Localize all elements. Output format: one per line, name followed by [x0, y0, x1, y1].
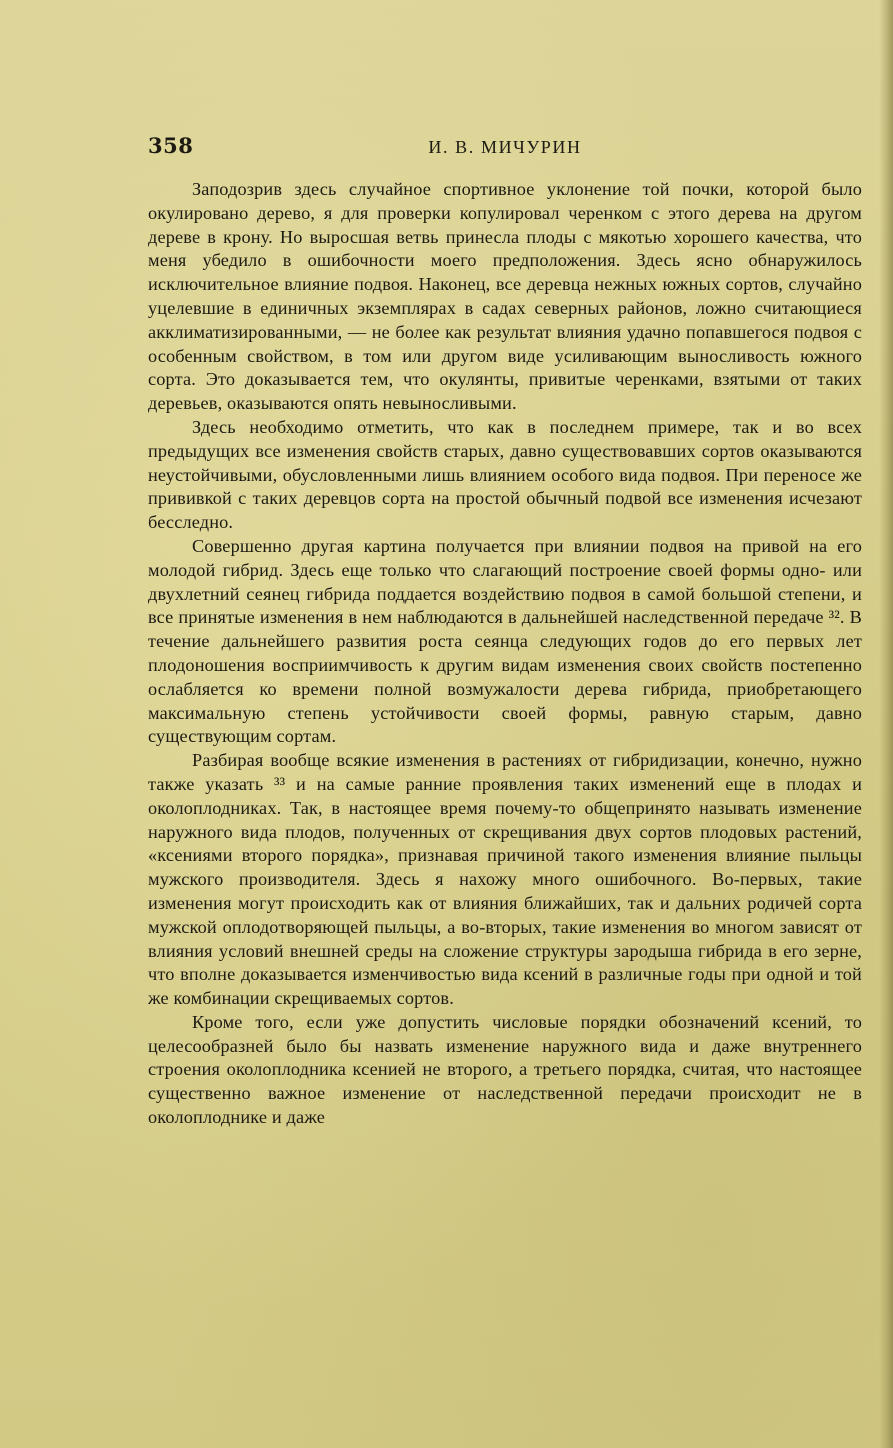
page-number: 358: [148, 133, 194, 158]
body-text: [148, 178, 862, 1130]
paragraph: Здесь необходимо отметить, что как в последнем примере, так и во всех предыдущих все изменения свойств старых, давно существовавших сортов оказываются неустойчивыми, обусловленными лишь влиянием особого вида подвоя. При переносе же прививкой с таких деревцов сорта на простой обычный подвой все изменения исчезают бесследно.: [148, 416, 862, 533]
paragraph: Кроме того, если уже допустить числовые порядки обозначений ксений, то целесообразней было бы назвать изменение наружного вида и даже внутреннего строения околоплодника ксенией не второго, а третьего порядка, считая, что настоящее существенно важное изменение от наследственной передачи происходит не в околоплоднике и даже: [148, 1011, 862, 1128]
paragraph: Совершенно другая картина получается при влиянии подвоя на привой на его молодой гибрид. Здесь еще только что слагающий построение своей формы одно- или двухлетний сеянец гибрида поддается воздействию подвоя в самой большой степени, и все принятые изменения в нем наблюдаются в дальнейшей наследственной передаче ³². В течение дальнейшего развития роста сеянца следующих годов до его первых лет плодоношения восприимчивость к другим видам изменения своих свойств постепенно ослабляется ко времени полной возмужалости дерева гибрида, приобретающего максимальную степень устойчивости своей формы, равную старым, давно существующим сортам.: [148, 535, 862, 747]
paragraph: Заподозрив здесь случайное спортивное уклонение той почки, которой было окулировано дерево, я для проверки копулировал черенком с этого дерева на другом дереве в крону. Но выросшая ветвь принесла плоды с мякотью хорошего качества, что меня убедило в ошибочности моего предположения. Здесь ясно обнаружилось исключительное влияние подвоя. Наконец, все деревца нежных южных сортов, случайно уцелевшие в единичных экземплярах в садах северных районов, ложно считающиеся акклиматизированными, — не более как результат влияния удачно попавшегося подвоя с особенным свойством, в том или другом виде усиливающим выносливость южного сорта. Это доказывается тем, что окулянты, привитые черенками, взятыми от таких деревьев, оказываются опять невыносливыми.: [148, 179, 862, 414]
running-title: И. В. МИЧУРИН: [428, 137, 582, 157]
page-edge-shadow: [879, 0, 893, 1448]
page-header: [148, 133, 862, 163]
paragraph: Разбирая вообще всякие изменения в растениях от гибридизации, конечно, нужно также указать ³³ и на самые ранние проявления таких изменений еще в плодах и околоплодниках. Так, в настоящее время почему-то общепринято называть изменение наружного вида плодов, полученных от скрещивания двух сортов плодовых растений, «ксениями второго порядка», признавая причиной такого изменения влияние пыльцы мужского производителя. Здесь я нахожу много ошибочного. Во-первых, такие изменения могут происходить как от влияния ближайших, так и дальних родичей сорта мужской оплодотворяющей пыльцы, а во-вторых, такие изменения во многом зависят от влияния условий внешней среды на сложение структуры зародыша гибрида в его зерне, что вполне доказывается изменчивостью вида ксений в различные годы при одной и той же комбинации скрещиваемых сортов.: [148, 750, 862, 1009]
